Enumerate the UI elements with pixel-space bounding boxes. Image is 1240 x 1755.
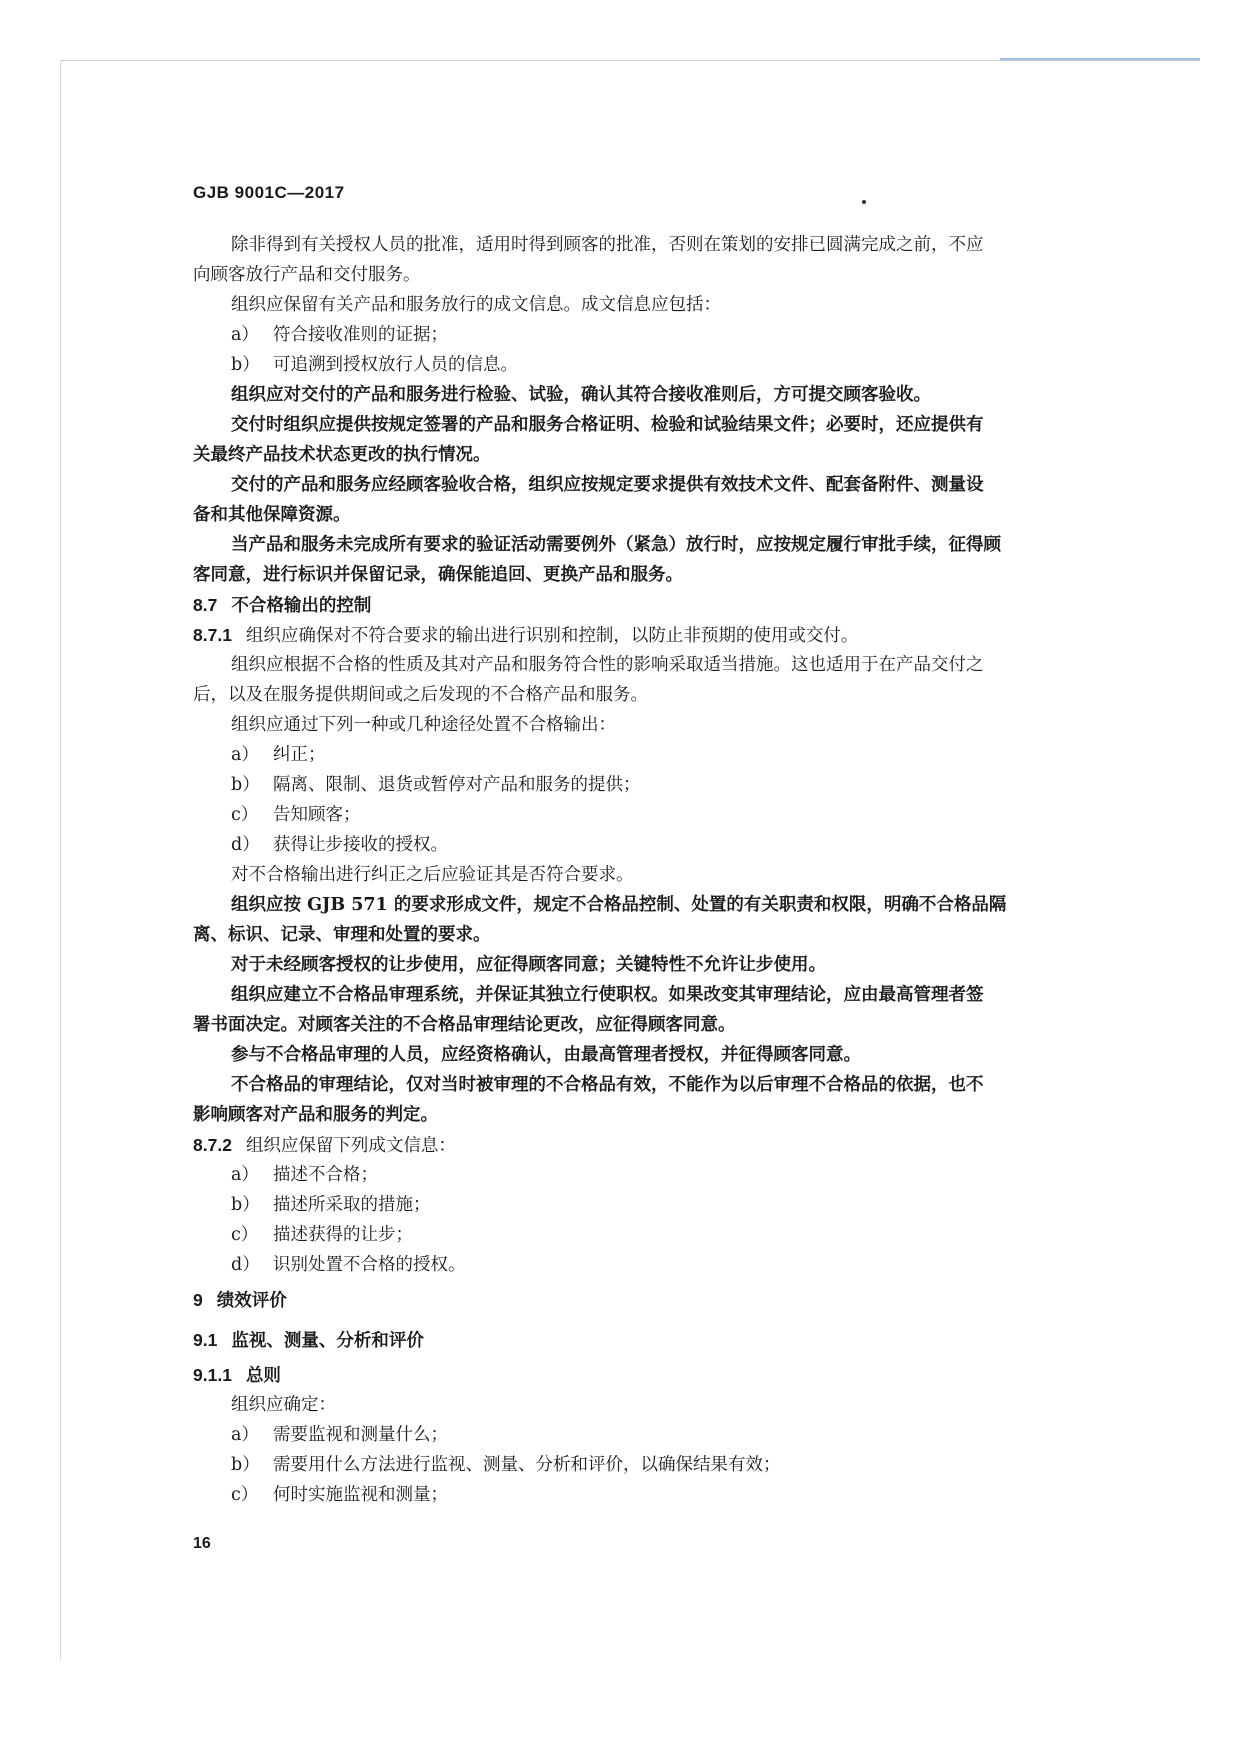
list-label: a）	[231, 1165, 259, 1185]
list-item	[193, 1480, 1073, 1510]
clause-line	[193, 1130, 1073, 1160]
page-body	[193, 230, 1073, 1510]
list-item	[193, 1250, 1073, 1280]
paragraph-line: 组织应根据不合格的性质及其对产品和服务符合性的影响采取适当措施。这也适用于在产品交付之	[231, 655, 984, 675]
list-text: 何时实施监视和测量；	[273, 1485, 448, 1505]
clause-number: 8.7.2	[193, 1135, 232, 1155]
paragraph-line: 后，以及在服务提供期间或之后发现的不合格产品和服务。	[193, 685, 648, 705]
list-item	[193, 1420, 1073, 1450]
paragraph-line: 组织应按 GJB 571 的要求形成文件，规定不合格品控制、处置的有关职责和权限，明确不合格品隔	[231, 895, 1007, 915]
list-text: 描述获得的让步；	[273, 1225, 413, 1245]
paragraph-line: 除非得到有关授权人员的批准，适用时得到顾客的批准，否则在策划的安排已圆满完成之前，不应	[231, 235, 984, 255]
chapter-number: 9	[193, 1290, 203, 1310]
paragraph-line: 参与不合格品审理的人员，应经资格确认，由最高管理者授权，并征得顾客同意。	[231, 1045, 861, 1065]
list-label: b）	[231, 355, 260, 375]
list-text: 可追溯到授权放行人员的信息。	[273, 355, 518, 375]
list-text: 获得让步接收的授权。	[273, 835, 448, 855]
paragraph-line: 署书面决定。对顾客关注的不合格品审理结论更改，应征得顾客同意。	[193, 1015, 736, 1035]
paragraph-line: 对不合格输出进行纠正之后应验证其是否符合要求。	[231, 865, 634, 885]
page-number: 16	[193, 1535, 211, 1552]
clause-text: 组织应保留下列成文信息：	[245, 1136, 456, 1156]
list-item	[193, 1190, 1073, 1220]
paragraph-line: 组织应通过下列一种或几种途径处置不合格输出：	[231, 715, 616, 735]
list-item	[193, 740, 1073, 770]
clause-number: 8.7.1	[193, 625, 232, 645]
list-text: 纠正；	[273, 745, 326, 765]
paragraph-line: 组织应保留有关产品和服务放行的成文信息。成文信息应包括：	[231, 295, 721, 315]
list-text: 隔离、限制、退货或暂停对产品和服务的提供；	[273, 775, 641, 795]
paragraph-line: 组织应建立不合格品审理系统，并保证其独立行使职权。如果改变其审理结论，应由最高管理者签	[231, 985, 984, 1005]
list-text: 描述所采取的措施；	[273, 1195, 431, 1215]
list-text: 描述不合格；	[273, 1165, 378, 1185]
paragraph-line: 对于未经顾客授权的让步使用，应征得顾客同意；关键特性不允许让步使用。	[231, 955, 826, 975]
list-text: 需要监视和测量什么；	[273, 1425, 448, 1445]
list-label: a）	[231, 325, 259, 345]
list-label: c）	[231, 805, 259, 825]
subsection-title: 总则	[245, 1366, 281, 1386]
list-label: a）	[231, 745, 259, 765]
paragraph-line: 向顾客放行产品和交付服务。	[193, 265, 421, 285]
list-label: c）	[231, 1225, 259, 1245]
paragraph-line: 客同意，进行标识并保留记录，确保能追回、更换产品和服务。	[193, 565, 683, 585]
list-item	[193, 1160, 1073, 1190]
paragraph-line: 当产品和服务未完成所有要求的验证活动需要例外（紧急）放行时，应按规定履行审批手续，征得顾	[231, 535, 1001, 555]
list-item	[193, 830, 1073, 860]
list-label: c）	[231, 1485, 259, 1505]
list-item	[193, 320, 1073, 350]
chapter-heading	[193, 1280, 1073, 1320]
list-item	[193, 770, 1073, 800]
section-number: 9.1	[193, 1330, 218, 1350]
scan-left-border	[60, 60, 61, 1660]
paragraph-line: 影响顾客对产品和服务的判定。	[193, 1105, 438, 1125]
section-heading	[193, 590, 1073, 620]
list-text: 识别处置不合格的授权。	[273, 1255, 466, 1275]
scan-speck	[862, 200, 866, 204]
list-label: d）	[231, 835, 260, 855]
section-number: 8.7	[193, 595, 218, 615]
list-text: 告知顾客；	[273, 805, 361, 825]
section-title: 监视、测量、分析和评价	[231, 1331, 424, 1351]
list-text: 需要用什么方法进行监视、测量、分析和评价，以确保结果有效；	[273, 1455, 781, 1475]
list-label: b）	[231, 775, 260, 795]
list-label: a）	[231, 1425, 259, 1445]
paragraph-line: 不合格品的审理结论，仅对当时被审理的不合格品有效，不能作为以后审理不合格品的依据，也不	[231, 1075, 984, 1095]
list-item	[193, 800, 1073, 830]
standard-code: GJB 9001C—2017	[193, 183, 345, 202]
paragraph-line: 组织应确定：	[231, 1395, 336, 1415]
list-item	[193, 350, 1073, 380]
clause-text: 组织应确保对不符合要求的输出进行识别和控制，以防止非预期的使用或交付。	[245, 626, 859, 646]
section-title: 不合格输出的控制	[231, 596, 372, 616]
list-item	[193, 1450, 1073, 1480]
paragraph-line: 组织应对交付的产品和服务进行检验、试验，确认其符合接收准则后，方可提交顾客验收。	[231, 385, 931, 405]
list-label: b）	[231, 1195, 260, 1215]
list-text: 符合接收准则的证据；	[273, 325, 448, 345]
list-item	[193, 1220, 1073, 1250]
paragraph-line: 离、标识、记录、审理和处置的要求。	[193, 925, 491, 945]
list-label: d）	[231, 1255, 260, 1275]
paragraph-line: 交付时组织应提供按规定签署的产品和服务合格证明、检验和试验结果文件；必要时，还应提供有	[231, 415, 984, 435]
clause-line	[193, 620, 1073, 650]
subsection-number: 9.1.1	[193, 1365, 232, 1385]
paragraph-line: 关最终产品技术状态更改的执行情况。	[193, 445, 491, 465]
paragraph-line: 备和其他保障资源。	[193, 505, 351, 525]
subsection-heading	[193, 1360, 1073, 1390]
scan-top-border	[60, 60, 1200, 61]
chapter-title: 绩效评价	[216, 1291, 287, 1311]
section-heading	[193, 1320, 1073, 1360]
paragraph-line: 交付的产品和服务应经顾客验收合格，组织应按规定要求提供有效技术文件、配套备附件、测量设	[231, 475, 984, 495]
list-label: b）	[231, 1455, 260, 1475]
scan-top-accent	[1000, 58, 1200, 60]
